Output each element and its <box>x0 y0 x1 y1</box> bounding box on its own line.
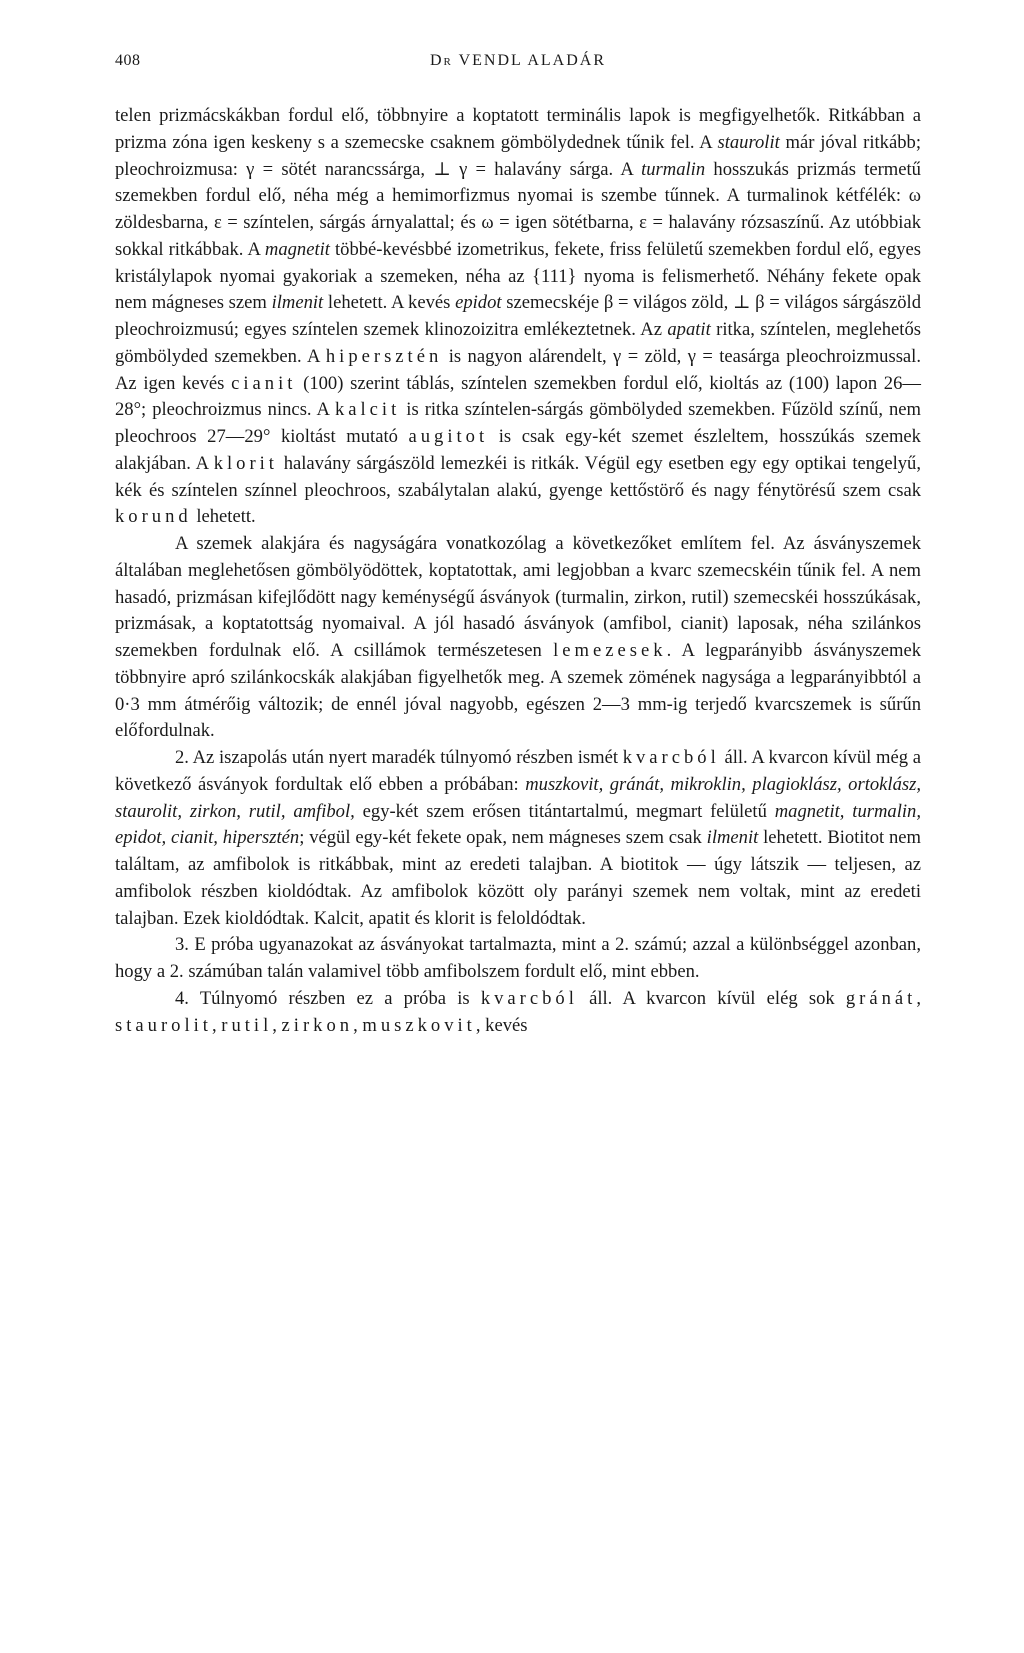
text-run: telen prizmácskákban fordul elő, többnyire a koptatott terminális lapok is megfigyelhetők. Ritkábban a prizma zóna igen keskeny s a szemecske csaknem gömbölydednek tűnik fel. A <box>115 105 921 153</box>
text-run: ; végül egy-két fekete opak, nem mágneses szem csak <box>299 827 707 849</box>
paragraph <box>115 531 921 745</box>
text-run: hosszukás prizmás termetű szemekben fordul elő, néha még a hemimorfizmus nyomai is szembe tűnnek. A turmalinok kétfélék: ω zöldesbarna, ε = színtelen, sárgás árnyalattal; és ω = igen sötétbarna, ε = halavány rózsaszínű. Az utóbbiak sokkal ritkábbak. A <box>115 158 921 260</box>
spaced-term: lemezesek <box>553 640 667 661</box>
text-run: ritka, színtelen, meglehetős gömbölyded szemekben. A <box>115 319 922 367</box>
italic-term: ilmenit <box>271 292 324 314</box>
running-head: Dr VENDL ALADÁR <box>429 52 606 69</box>
text-run: is nagyon alárendelt, γ = zöld, γ = teasárga pleochroizmussal. Az igen kevés <box>115 345 922 394</box>
text-run: 2. Az iszapolás után nyert maradék túlnyomó részben ismét <box>175 747 623 768</box>
italic-term: staurolit <box>717 131 780 153</box>
spaced-term: gránát <box>845 987 917 1009</box>
spaced-term: korund <box>115 506 192 528</box>
text-run: is ritka színtelen-sárgás gömbölyded szemekben. Fűzöld színű, nem pleochroos 27—29° kioltást mutató <box>115 399 921 447</box>
paragraph <box>115 986 921 1040</box>
body-text <box>115 103 921 1039</box>
spaced-term: cianit <box>231 372 297 394</box>
italic-term: apatit <box>667 319 711 340</box>
text-run: (100) szerint táblás, színtelen szemekben fordul elő, kioltás az (100) lapon 26—28°; pleochroizmus nincs. A <box>115 372 921 421</box>
text-run: már jóval ritkább; pleochroizmusa: γ = sötét narancssárga, ⊥ γ = halavány sárga. A <box>115 131 921 180</box>
paragraph <box>115 932 921 986</box>
italic-term: turmalin <box>641 158 706 180</box>
text-run: szemecskéje β = világos zöld, ⊥ β = világos sárgászöld pleochroizmusú; egyes színtelen szemek klinozoizitra emlékeztetnek. Az <box>115 292 921 340</box>
italic-term: muszkovit, gránát, mikroklin, plagioklász, ortoklász, staurolit, zirkon, rutil, amfibol, <box>115 773 922 822</box>
italic-term: ilmenit <box>706 827 759 849</box>
page-number: 408 <box>115 52 141 69</box>
text-run: 3. E próba ugyanazokat az ásványokat tartalmazta, mint a 2. számú; azzal a különbséggel azonban, hogy a 2. számúban talán valamivel több amfibolszem fordult elő, mint ebben. <box>115 934 921 982</box>
spaced-term: kvarcból <box>622 747 720 768</box>
italic-term: magnetit <box>264 238 330 260</box>
spaced-term: rutil <box>221 1014 273 1036</box>
paragraph <box>115 745 921 932</box>
spaced-term: kalcit <box>334 399 401 421</box>
text-run: , <box>353 1014 363 1036</box>
spaced-term: augitot <box>408 426 489 447</box>
text-run: 4. Túlnyomó részben ez a próba is <box>175 987 481 1009</box>
spaced-term: klorit <box>213 452 278 474</box>
text-run: többé-kevésbbé izometrikus, fekete, friss felületű szemekben fordul elő, egyes kristálylapok nyomai gyakoriak a szemeken, néha az {111} nyoma is felismerhető. Néhány fekete opak nem mágneses szem <box>115 238 921 314</box>
text-run: egy-két szem erősen titántartalmú, megmart felületű <box>354 800 775 822</box>
text-run: halavány sárgászöld lemezkéi is ritkák. Végül egy esetben egy egy optikai tengelyű, kék és színtelen színnel pleochroos, szabálytalan alakú, gyenge kettőstörő és nagy fénytörésű szem csak <box>115 452 921 501</box>
spaced-term: staurolit <box>115 1014 212 1036</box>
spaced-term: hipersztén <box>325 345 443 367</box>
text-run: lehetett. <box>191 506 256 528</box>
spaced-term: kvarcból <box>480 987 578 1009</box>
spaced-term: zirkon <box>281 1014 354 1036</box>
text-run: , <box>211 1014 222 1036</box>
text-run: is csak egy-két szemet észleltem, hosszúkás szemek alakjában. A <box>115 426 921 474</box>
italic-term: epidot <box>455 292 502 314</box>
text-run: áll. A kvarcon kívül elég sok <box>577 987 846 1009</box>
text-run: . A legparányibb ásványszemek többnyire apró szilánkocskák alakjában figyelhetők meg. A szemek zömének nagysága a legparányibbtól a 0·3 mm átmérőig változik; de ennél jóval nagyobb, egészen 2—3 mm-ig terjedő kvarcszemek is sűrűn előfordulnak. <box>115 640 921 742</box>
paragraph <box>115 103 921 531</box>
text-run: , kevés <box>475 1014 528 1036</box>
text-run: lehetett. A kevés <box>323 292 456 314</box>
text-run: áll. A kvarcon kívül még a következő ásványok fordultak elő ebben a próbában: <box>115 747 921 795</box>
text-run: A szemek alakjára és nagyságára vonatkozólag a következőket említem fel. Az ásványszemek általában meglehetősen gömbölyödöttek, koptatottak, ami legjobban a kvarc szemecskéin tűnik fel. A nem hasadó, prizmásan kifejlődött nagy keménységű ásványok (turmalin, zirkon, rutil) szemecskéi hosszúkásak, prizmásak, a koptatottság nyomaival. A jól hasadó ásványok (amfibol, cianit) laposak, néha szilánkos szemekben fordulnak elő. A csillámok természetesen <box>115 533 921 661</box>
text-run: , <box>272 1014 282 1036</box>
text-run: lehetett. Biotitot nem találtam, az amfibolok is ritkábbak, mint az eredeti talajban. A biotitok — úgy látszik — teljesen, az amfibolok részben kioldódtak. Az amfibolok között oly parányi szemek nem voltak, mint az eredeti talajban. Ezek kioldódtak. Kalcit, apatit és klorit is feloldódtak. <box>115 827 922 929</box>
page-header <box>115 52 921 76</box>
italic-term: magnetit, turmalin, epidot, cianit, hipersztén <box>115 800 921 849</box>
text-run: , <box>916 987 921 1009</box>
spaced-term: muszkovit <box>362 1014 476 1036</box>
